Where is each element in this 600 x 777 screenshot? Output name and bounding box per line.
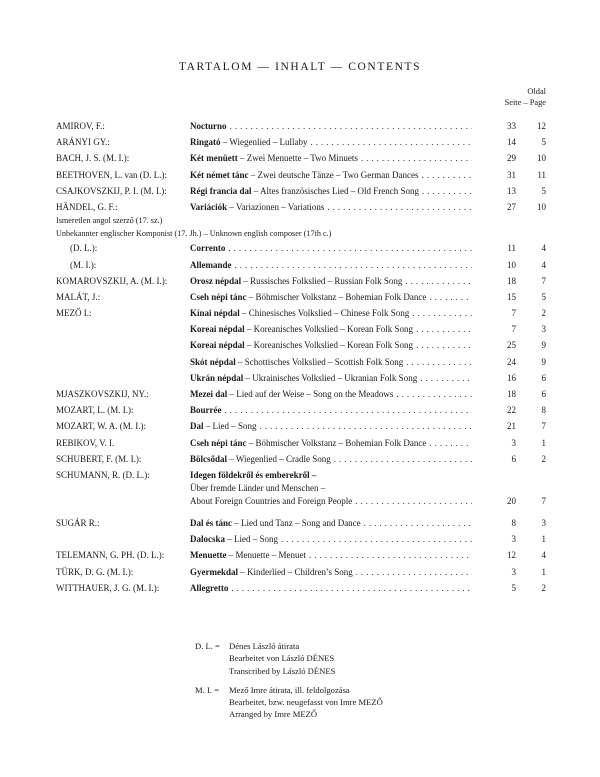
toc-composer: HÄNDEL, G. F.: — [56, 201, 118, 212]
toc-page-seite: 7 — [541, 421, 546, 432]
toc-page-seite: 6 — [541, 389, 546, 399]
leader-dots — [228, 240, 472, 256]
toc-work — [190, 167, 472, 183]
toc-page-seite: 7 — [541, 275, 546, 286]
toc-work — [190, 564, 472, 580]
toc-page-oldal: 24 — [507, 356, 516, 367]
toc-page-oldal: 3 — [511, 534, 516, 545]
toc-page-oldal: 20 — [507, 495, 516, 506]
toc-work — [190, 118, 472, 134]
toc-row[interactable] — [56, 547, 546, 563]
leader-dots — [334, 451, 472, 467]
toc-work — [190, 386, 472, 402]
toc-work-translation: – Koreanisches Volkslied – Korean Folk Song — [244, 340, 413, 351]
toc-work-title: Orosz népdal — [190, 275, 242, 286]
toc-work-title: Két menüett — [190, 153, 238, 164]
toc-work — [190, 354, 472, 370]
toc-row[interactable] — [56, 580, 546, 596]
toc-work-title: Ukrán népdal — [190, 372, 244, 383]
toc-page-oldal: 16 — [507, 372, 516, 383]
toc-composer: REBIKOV, V. I. — [56, 437, 115, 448]
toc-work-translation: – Altes französisches Lied – Old French Song — [251, 185, 419, 196]
toc-composer: ARÁNYI GY.: — [56, 137, 110, 148]
toc-work-title: Gyermekdal — [190, 566, 238, 577]
leader-dots — [420, 370, 472, 386]
toc-work — [190, 370, 472, 386]
leader-dots — [416, 337, 472, 353]
toc-group-a — [56, 118, 546, 215]
toc-work — [190, 435, 472, 451]
toc-work-title: Bourrée — [190, 405, 222, 416]
toc-composer: TÜRK, D. G. (M. I.): — [56, 566, 134, 577]
toc-work — [190, 273, 472, 289]
legend-text: Arranged by Imre MEZŐ — [229, 709, 318, 720]
toc-page-seite: 3 — [541, 324, 546, 335]
toc-page-seite: 5 — [541, 137, 546, 148]
toc-work-translation: – Ukrainisches Volkslied – Ukranian Folk Song — [243, 372, 418, 383]
leader-dots — [235, 257, 473, 273]
toc-composer: (M. I.): — [70, 259, 97, 270]
toc-row[interactable] — [56, 305, 546, 321]
toc-composer: SCHUMANN, R. (D. L.): — [56, 469, 150, 480]
toc-page-oldal: 7 — [511, 324, 516, 335]
toc-work-title: Koreai népdal — [190, 324, 245, 335]
toc-work-title: Dal és tánc — [190, 517, 232, 528]
toc-page-oldal: 15 — [507, 291, 516, 302]
toc-work-title: Nocturno — [190, 121, 227, 131]
toc-page-seite: 12 — [537, 121, 546, 131]
toc-work — [190, 134, 472, 150]
toc-work-title: Koreai népdal — [190, 340, 245, 351]
toc-work — [190, 337, 472, 353]
toc-work — [190, 305, 472, 321]
toc-page-oldal: 12 — [507, 550, 516, 561]
toc-composer: MJASZKOVSZKIJ, NY.: — [56, 389, 149, 399]
toc-composer: MOZART, W. A. (M. I.): — [56, 421, 147, 432]
leader-dots — [429, 289, 472, 305]
leader-dots — [416, 321, 472, 337]
toc-work-translation: – Variazionen – Variations — [227, 201, 325, 212]
toc-composer: CSAJKOVSZKIJ, P. I. (M. I.): — [56, 185, 167, 196]
toc-page-oldal: 14 — [507, 137, 516, 148]
toc-work-line3: About Foreign Countries and Foreign People ..... — [190, 493, 472, 509]
toc-work-title: Kínai népdal — [190, 308, 240, 319]
toc-row[interactable] — [56, 167, 546, 183]
toc-row[interactable] — [56, 273, 546, 289]
legend-text: Bearbeitet von László DÉNES — [229, 653, 335, 664]
toc-work-title: Menuette — [190, 550, 227, 561]
toc-work-title: Dalocska — [190, 534, 226, 545]
toc-work — [190, 402, 472, 418]
toc-work-translation: – Menuette – Menuet — [226, 550, 306, 561]
legend-dl — [195, 640, 383, 677]
toc-row[interactable] — [56, 515, 546, 531]
leader-dots — [364, 515, 472, 531]
leader-dots — [361, 150, 472, 166]
leader-dots — [422, 183, 472, 199]
column-header — [505, 86, 546, 108]
toc-page-oldal: 29 — [507, 153, 516, 164]
toc-work-title: Corrento — [190, 243, 226, 254]
toc-row[interactable] — [56, 321, 546, 337]
toc-page-seite: 7 — [541, 495, 546, 506]
toc-work — [190, 547, 472, 563]
toc-work — [190, 240, 472, 256]
toc-work-translation: – Lied auf der Weise – Song on the Meadows — [227, 389, 394, 399]
toc-work — [190, 289, 472, 305]
toc-page-seite: 9 — [541, 340, 546, 351]
column-header-seite-page: Seite – Page — [504, 98, 546, 107]
toc-row[interactable] — [56, 118, 546, 134]
toc-row[interactable] — [56, 289, 546, 305]
toc-page-oldal: 10 — [507, 259, 516, 270]
toc-work-title: Dal — [190, 421, 204, 432]
toc-work-title: Bölcsődal — [190, 453, 228, 464]
toc-composer: MEZŐ I.: — [56, 308, 92, 319]
toc-row[interactable] — [56, 564, 546, 580]
toc-row[interactable] — [56, 337, 546, 353]
leader-dots — [405, 273, 472, 289]
toc-work-translation: – Böhmischer Volkstanz – Bohemian Folk Dance — [246, 437, 427, 448]
leader-dots — [230, 118, 473, 134]
leader-dots — [421, 167, 472, 183]
toc-work-translation: – Koreanisches Volkslied – Korean Folk Song — [244, 324, 413, 335]
toc-row[interactable] — [56, 150, 546, 166]
toc-composer: SUGÁR R.: — [56, 517, 100, 528]
toc-composer: MOZART, L. (M. I.): — [56, 405, 134, 416]
toc-work-translation: – Zwei deutsche Tänze – Two German Dances — [248, 169, 419, 180]
toc-page-oldal: 5 — [511, 582, 516, 593]
toc-page-seite: 11 — [537, 169, 546, 180]
toc-page-seite: 2 — [541, 453, 546, 464]
toc-work-title: Allemande — [190, 259, 232, 270]
leader-dots — [396, 386, 472, 402]
toc-page-seite: 1 — [541, 534, 546, 545]
toc-row[interactable] — [56, 183, 546, 199]
toc-work-translation: – Schottisches Volkslied – Scottish Folk Song — [235, 356, 404, 367]
toc-page-seite: 1 — [541, 566, 546, 577]
toc-table — [56, 118, 546, 596]
legend-text: Mező Imre átirata, ill. feldolgozása — [229, 684, 350, 695]
anonymous-header-line1 — [56, 215, 546, 228]
toc-page-seite: 5 — [541, 185, 546, 196]
anonymous-header-line2 — [56, 228, 546, 241]
toc-work-title: Mezei dal — [190, 389, 228, 399]
toc-page-seite: 1 — [541, 437, 546, 448]
toc-composer: BACH, J. S. (M. I.): — [56, 153, 130, 164]
toc-page-seite: 4 — [541, 550, 546, 561]
leader-dots — [327, 199, 472, 215]
legend-text: Bearbeitet, bzw. neugefasst von Imre MEZŐ — [229, 697, 383, 708]
toc-group-anonymous — [56, 240, 546, 272]
toc-composer: WITTHAUER, J. G. (M. I.): — [56, 582, 160, 593]
toc-page-oldal: 18 — [507, 389, 516, 399]
toc-group-b — [56, 273, 546, 467]
toc-work — [190, 183, 472, 199]
leader-dots — [260, 418, 473, 434]
toc-page-oldal: 13 — [507, 185, 516, 196]
toc-page-oldal: 21 — [507, 421, 516, 432]
column-header-oldal: Oldal — [527, 87, 546, 96]
toc-work-title: Ringató — [190, 137, 221, 148]
toc-page-oldal: 31 — [507, 169, 516, 180]
toc-work-title: Cseh népi tánc — [190, 437, 247, 448]
toc-page-oldal: 3 — [511, 437, 516, 448]
toc-work-translation: – Kinderlied – Children’s Song — [238, 566, 353, 577]
leader-dots — [406, 354, 472, 370]
toc-work-translation: – Böhmischer Volkstanz – Bohemian Folk Dance — [246, 291, 427, 302]
toc-work — [190, 321, 472, 337]
toc-row[interactable] — [56, 199, 546, 215]
toc-work — [190, 451, 472, 467]
toc-work-translation: – Lied und Tanz – Song and Dance — [232, 517, 361, 528]
toc-composer: TELEMANN, G. PH. (D. L.): — [56, 550, 165, 561]
anonymous-header-text: Unbekannter englischer Komponist (17. Jh.) – Unknown english composer (17th c.) — [56, 228, 332, 238]
toc-work-subtitle: Über fremde Länder und Menschen – — [190, 482, 326, 493]
leader-dots — [309, 547, 472, 563]
toc-page-oldal: 8 — [511, 517, 516, 528]
toc-work — [190, 531, 472, 547]
toc-work — [190, 580, 472, 596]
toc-page-oldal: 22 — [507, 405, 516, 416]
toc-row[interactable] — [56, 134, 546, 150]
toc-row[interactable] — [56, 435, 546, 451]
toc-work-translation: – Lied – Song — [203, 421, 257, 432]
toc-page-seite: 8 — [541, 405, 546, 416]
toc-work-translation: – Wiegenlied – Lullaby — [220, 137, 308, 148]
toc-work — [190, 257, 472, 273]
legend-abbr: M. I. = — [195, 684, 219, 695]
toc-work-translation: – Wiegenlied – Cradle Song — [227, 453, 331, 464]
legend-text: Transcribed by László DÉNES — [229, 665, 336, 676]
toc-row[interactable] — [56, 418, 546, 434]
toc-page-seite: 5 — [541, 291, 546, 302]
leader-dots — [225, 402, 473, 418]
legend-text: Dénes László átirata — [229, 641, 300, 651]
toc-page-seite: 10 — [537, 201, 546, 212]
toc-work — [190, 199, 472, 215]
toc-row[interactable] — [56, 240, 546, 256]
toc-page-oldal: 11 — [507, 243, 516, 254]
toc-row[interactable] — [56, 257, 546, 273]
leader-dots — [310, 134, 472, 150]
toc-row[interactable] — [56, 354, 546, 370]
toc-page-oldal: 6 — [511, 453, 516, 464]
toc-work-title: Allegretto — [190, 582, 229, 593]
toc-page-seite: 4 — [541, 259, 546, 270]
toc-row[interactable] — [56, 531, 546, 547]
toc-page-oldal: 33 — [507, 121, 516, 131]
anonymous-header-text: Ismeretlen angol szerző (17. sz.) — [56, 216, 163, 226]
toc-work-translation: – Russisches Folkslied – Russian Folk Song — [241, 275, 403, 286]
toc-row[interactable] — [56, 370, 546, 386]
toc-composer: AMIROV, F.: — [56, 121, 105, 131]
toc-page-oldal: 25 — [507, 340, 516, 351]
legend-mi — [195, 684, 383, 721]
leader-dots — [231, 580, 472, 596]
toc-composer: SCHUBERT, F. (M. I.): — [56, 453, 142, 464]
contents-heading: TARTALOM — INHALT — CONTENTS — [178, 61, 422, 73]
toc-page-seite: 2 — [541, 308, 546, 319]
toc-composer: MALÁT, J.: — [56, 291, 101, 302]
toc-group-c — [56, 515, 546, 596]
toc-page-oldal: 18 — [507, 275, 516, 286]
legend-abbr: D. L. = — [195, 641, 220, 651]
toc-work-title: Régi francia dal — [190, 185, 252, 196]
toc-work — [190, 515, 472, 531]
toc-row-schumann[interactable] — [56, 467, 546, 515]
toc-page-seite: 2 — [541, 582, 546, 593]
toc-page-seite: 9 — [541, 356, 546, 367]
toc-composer: (D. L.): — [70, 243, 98, 254]
leader-dots — [412, 305, 472, 321]
toc-work-title: Skót népdal — [190, 356, 236, 367]
toc-work-title: Idegen földekről és emberekről – — [190, 469, 317, 480]
toc-page-seite: 10 — [537, 153, 546, 164]
toc-page-seite: 4 — [541, 243, 546, 254]
toc-page-oldal: 27 — [507, 201, 516, 212]
toc-row[interactable] — [56, 402, 546, 418]
leader-dots — [281, 531, 472, 547]
toc-page-oldal: 3 — [511, 566, 516, 577]
abbreviation-legend — [195, 640, 383, 728]
toc-work-translation: – Lied – Song — [225, 534, 279, 545]
toc-work — [190, 150, 472, 166]
toc-page-oldal: 7 — [511, 308, 516, 319]
toc-work-title: Variációk — [190, 201, 228, 212]
toc-work-translation: – Chinesisches Volkslied – Chinese Folk Song — [239, 308, 410, 319]
toc-page-seite: 3 — [541, 517, 546, 528]
toc-work-translation: – Zwei Menuette – Two Minuets — [237, 153, 358, 164]
toc-work-title: Két német tánc — [190, 169, 249, 180]
toc-work — [190, 418, 472, 434]
toc-composer: BEETHOVEN, L. van (D. L.): — [56, 169, 167, 180]
toc-composer: KOMAROVSZKIJ, A. (M. I.): — [56, 275, 168, 286]
toc-page-seite: 6 — [541, 372, 546, 383]
toc-row[interactable] — [56, 386, 546, 402]
leader-dots — [429, 435, 472, 451]
toc-row[interactable] — [56, 451, 546, 467]
leader-dots — [356, 564, 472, 580]
toc-work-title: Cseh népi tánc — [190, 291, 247, 302]
